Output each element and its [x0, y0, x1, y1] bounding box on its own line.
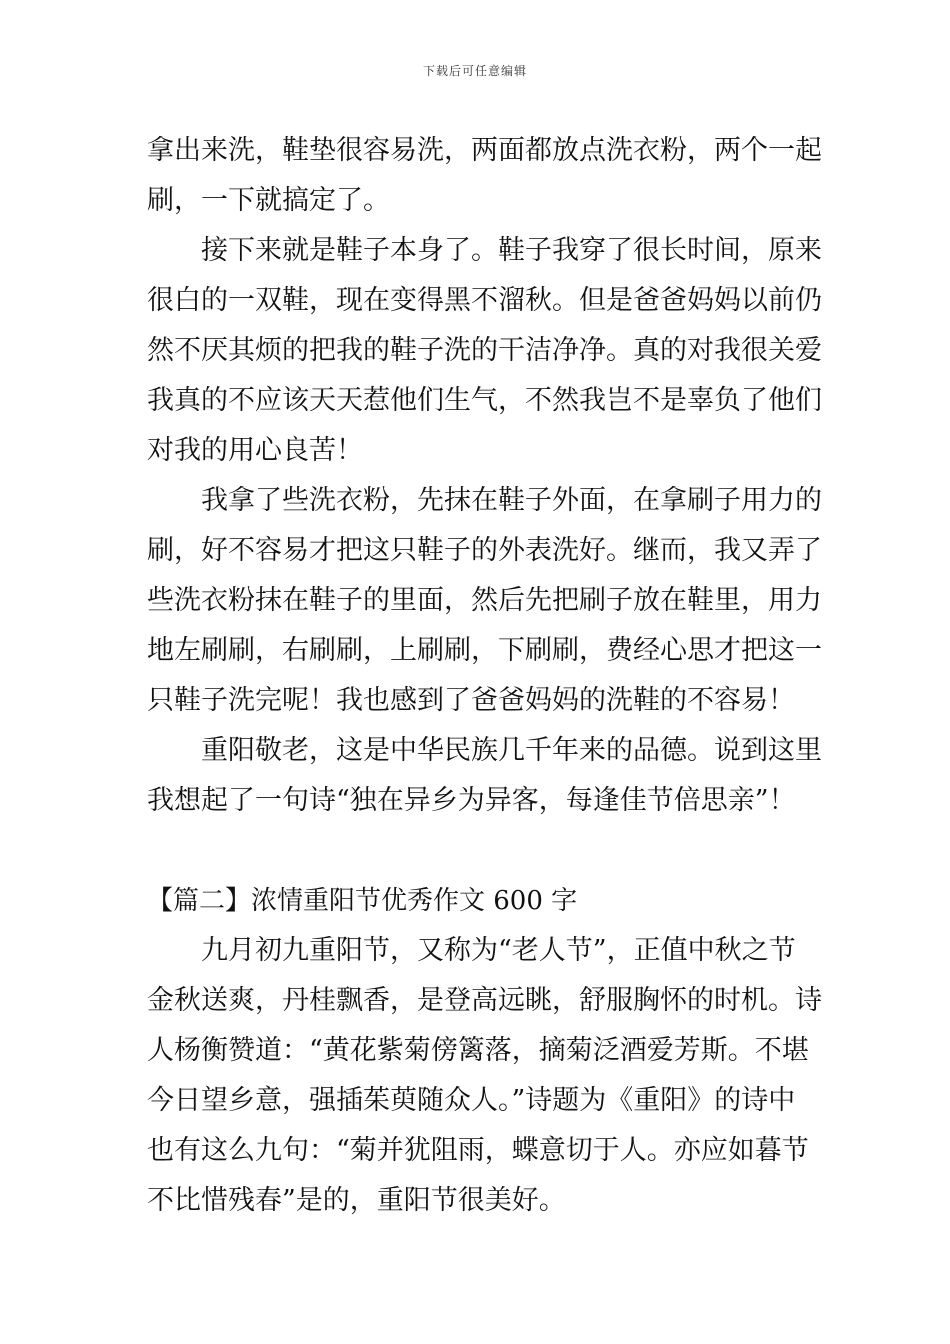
paragraph-5	[147, 926, 822, 1226]
text-line: 刷，一下就搞定了。	[147, 185, 390, 216]
text-line: 我想起了一句诗“独在异乡为异客，每逢佳节倍思亲”！	[147, 785, 796, 816]
text-line: 金秋送爽，丹桂飘香，是登高远眺，舒服胸怀的时机。诗	[147, 985, 822, 1016]
text-line: 重阳敬老，这是中华民族几千年来的品德。说到这里	[201, 735, 822, 766]
text-line: 只鞋子洗完呢！我也感到了爸爸妈妈的洗鞋的不容易！	[147, 685, 795, 716]
text-line: 我真的不应该天天惹他们生气，不然我岂不是辜负了他们	[147, 385, 822, 416]
text-line: 些洗衣粉抹在鞋子的里面，然后先把刷子放在鞋里，用力	[147, 585, 822, 616]
text-line: 也有这么九句：“菊并犹阻雨，蝶意切于人。亦应如暮节	[147, 1135, 809, 1166]
text-line: 地左刷刷，右刷刷，上刷刷，下刷刷，费经心思才把这一	[147, 635, 822, 666]
text-line: 我拿了些洗衣粉，先抹在鞋子外面，在拿刷子用力的	[201, 485, 822, 516]
document-body	[147, 126, 822, 1226]
text-line: 很白的一双鞋，现在变得黑不溜秋。但是爸爸妈妈以前仍	[147, 285, 822, 316]
text-line: 接下来就是鞋子本身了。鞋子我穿了很长时间，原来	[201, 235, 822, 266]
section-heading: 【篇二】浓情重阳节优秀作文 600 字	[147, 886, 578, 916]
text-line: 今日望乡意，强插茱萸随众人。”诗题为《重阳》的诗中	[147, 1085, 796, 1116]
paragraph-1	[147, 126, 822, 226]
text-line: 刷，好不容易才把这只鞋子的外表洗好。继而，我又弄了	[147, 535, 822, 566]
text-line: 对我的用心良苦！	[147, 435, 363, 466]
text-line: 不比惜残春”是的，重阳节很美好。	[147, 1185, 566, 1216]
text-line: 人杨衡赞道：“黄花紫菊傍篱落，摘菊泛酒爱芳斯。不堪	[147, 1035, 809, 1066]
paragraph-3	[147, 476, 822, 726]
text-line: 拿出来洗，鞋垫很容易洗，两面都放点洗衣粉，两个一起	[147, 135, 822, 166]
section-spacer	[147, 826, 809, 876]
paragraph-4	[147, 726, 822, 826]
paragraph-2	[147, 226, 822, 476]
text-line: 九月初九重阳节，又称为“老人节”，正值中秋之节	[201, 935, 796, 966]
page-header: 下载后可任意编辑	[422, 64, 527, 78]
text-line: 然不厌其烦的把我的鞋子洗的干洁净净。真的对我很关爱	[147, 335, 822, 366]
